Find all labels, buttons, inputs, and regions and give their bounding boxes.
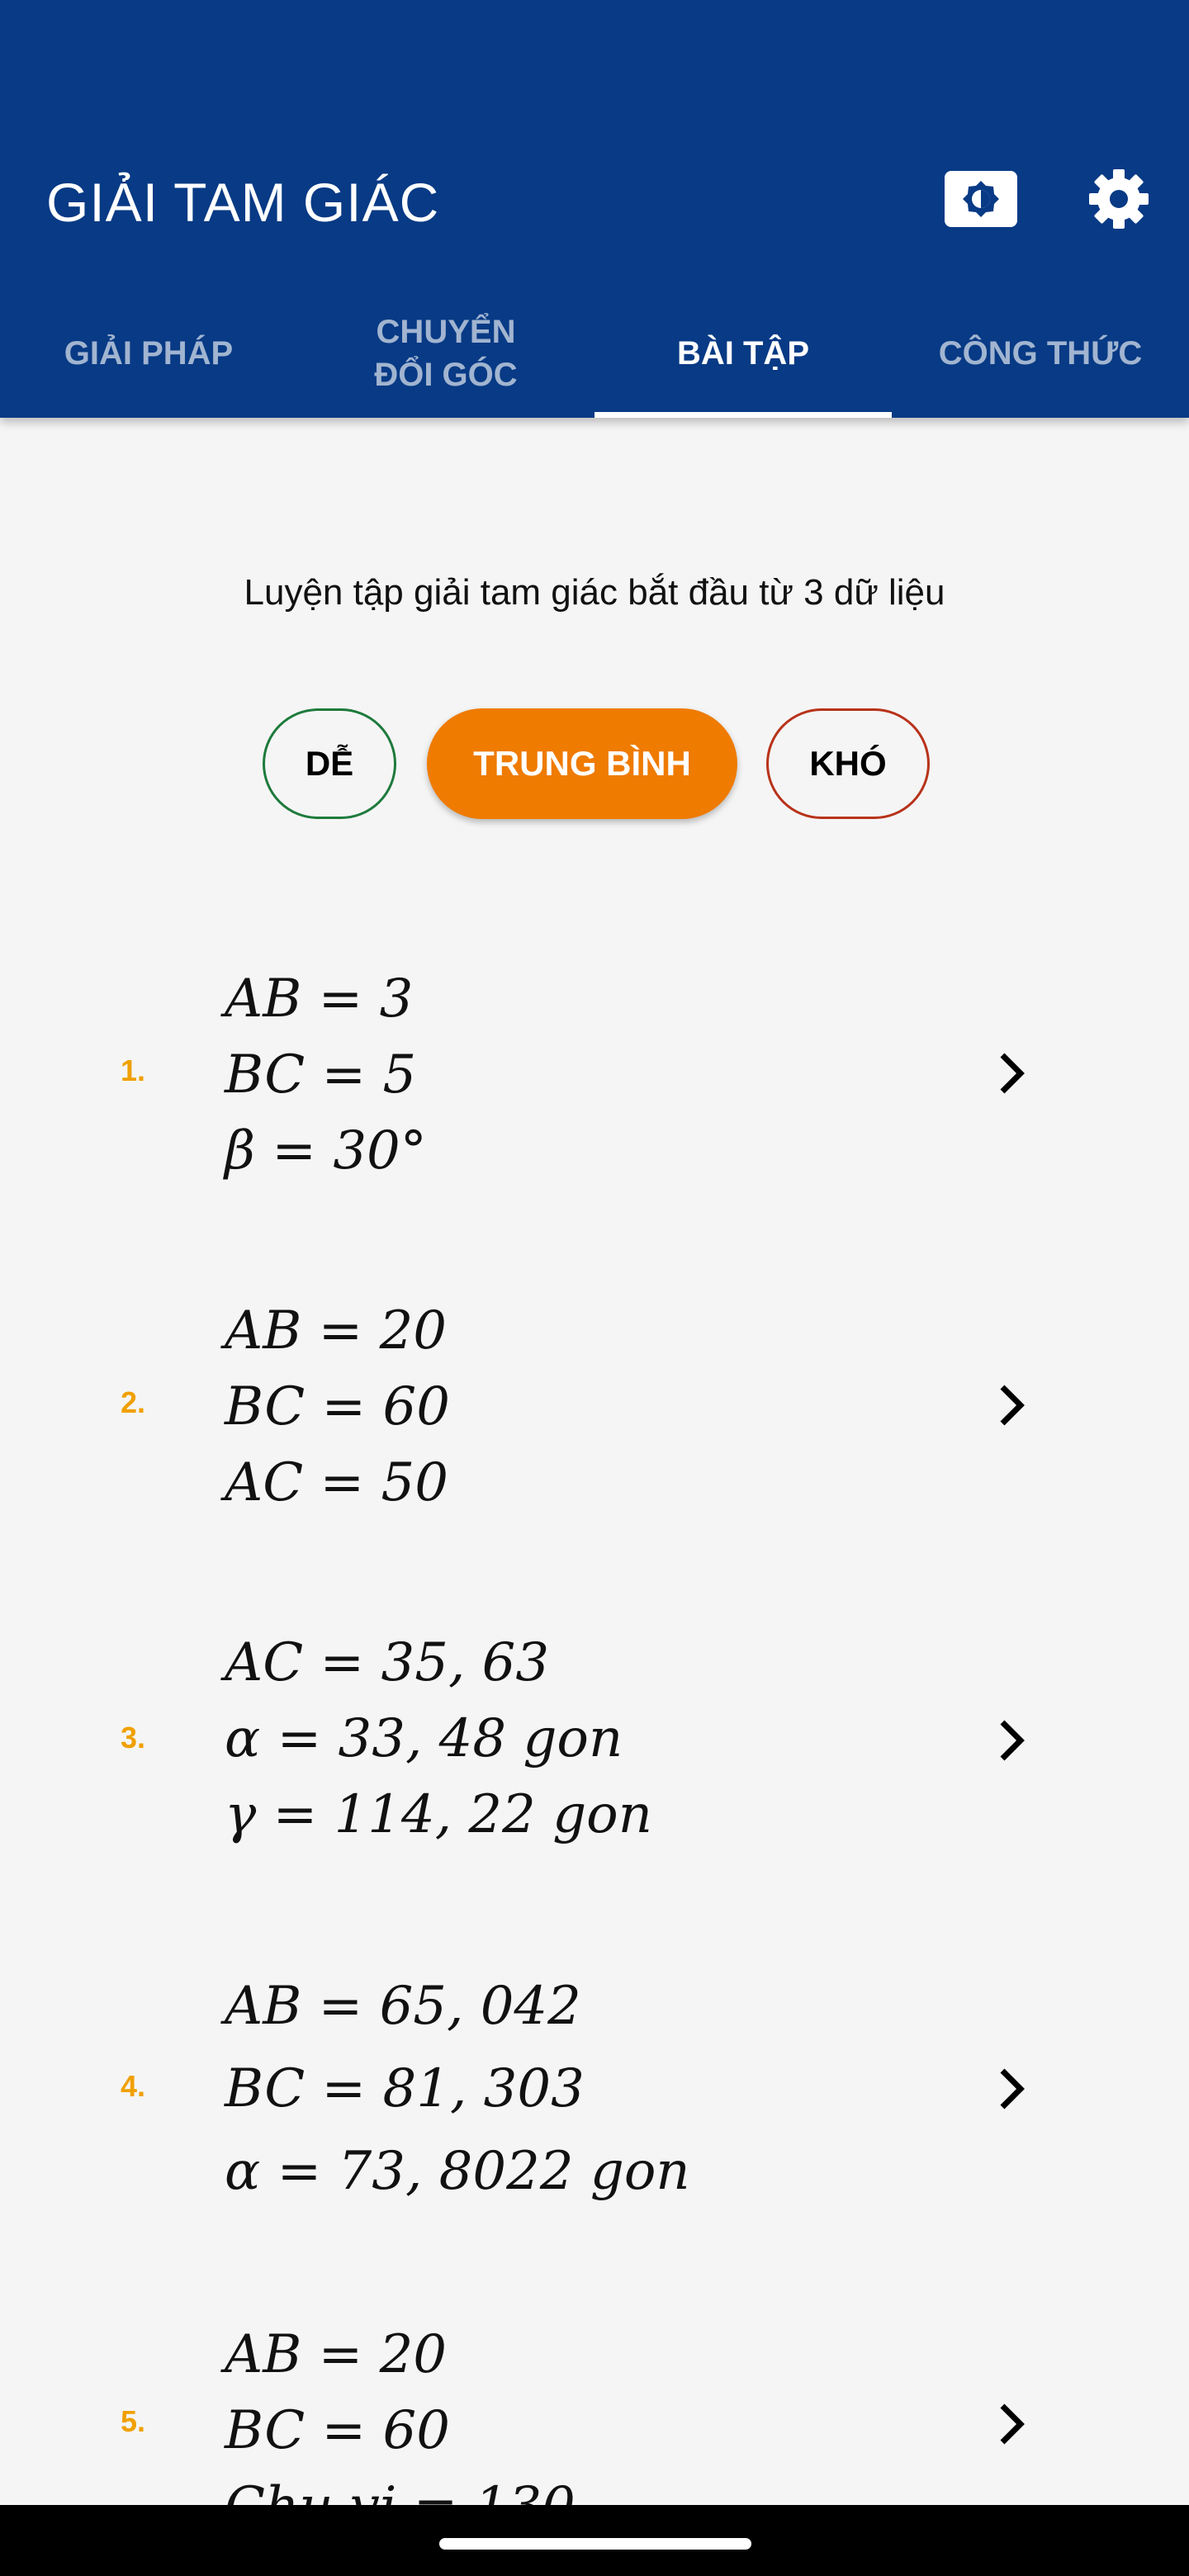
- hard-button[interactable]: KHÓ: [766, 708, 930, 819]
- exercise-item-3[interactable]: [0, 1625, 1189, 1853]
- brightness-button[interactable]: [936, 154, 1026, 244]
- tab-solution-label: GIẢI PHÁP: [64, 335, 234, 372]
- tab-formulas-label: CÔNG THỨC: [938, 335, 1143, 372]
- exercise-formula: [225, 961, 427, 1189]
- home-indicator[interactable]: [439, 2538, 751, 2550]
- formula-line: BC = 5: [225, 1044, 417, 1106]
- app-bar: [0, 0, 1189, 418]
- formula-line: AB = 20: [225, 1300, 447, 1361]
- formula-line: AB = 20: [225, 2324, 447, 2385]
- formula-line: BC = 60: [225, 2400, 450, 2461]
- exercise-item-2[interactable]: [0, 1293, 1189, 1521]
- chevron-right-icon[interactable]: [991, 1716, 1032, 1765]
- formula-line: AC = 35, 63: [225, 1632, 550, 1693]
- exercise-number: 4.: [121, 2069, 146, 2103]
- chevron-right-icon[interactable]: [991, 1380, 1032, 1430]
- exercise-formula: [225, 1965, 690, 2213]
- medium-button[interactable]: TRUNG BÌNH: [427, 708, 737, 819]
- tab-exercises-label: BÀI TẬP: [677, 335, 809, 372]
- brightness-icon: [943, 169, 1019, 229]
- tab-formulas[interactable]: [892, 289, 1189, 418]
- exercise-number: 5.: [121, 2404, 146, 2438]
- tab-solution[interactable]: [0, 289, 297, 418]
- formula-line: α = 33, 48 gon: [225, 1708, 623, 1769]
- gear-icon: [1087, 168, 1150, 230]
- formula-line: AB = 3: [225, 968, 414, 1030]
- tab-angle-conversion-label-line2: ĐỔI GÓC: [374, 357, 518, 393]
- settings-button[interactable]: [1073, 154, 1164, 244]
- exercise-formula: [225, 1293, 450, 1521]
- page-subtitle: Luyện tập giải tam giác bắt đầu từ 3 dữ liệu: [244, 572, 945, 613]
- exercise-number: 3.: [121, 1721, 146, 1754]
- formula-line: BC = 81, 303: [225, 2058, 585, 2119]
- exercise-item-5[interactable]: [0, 2317, 1189, 2505]
- formula-line: AC = 50: [225, 1452, 448, 1513]
- chevron-right-icon[interactable]: [991, 1049, 1032, 1098]
- exercise-item-1[interactable]: [0, 961, 1189, 1184]
- exercise-number: 1.: [121, 1054, 146, 1087]
- chevron-right-icon[interactable]: [991, 2399, 1032, 2449]
- tab-exercises[interactable]: [594, 289, 892, 418]
- easy-button[interactable]: DỄ: [263, 708, 396, 819]
- exercise-number: 2.: [121, 1385, 146, 1419]
- formula-line: α = 73, 8022 gon: [225, 2141, 690, 2202]
- exercise-formula: [225, 1625, 652, 1853]
- chevron-right-icon[interactable]: [991, 2064, 1032, 2114]
- app-title: GIẢI TAM GIÁC: [46, 172, 440, 233]
- formula-line: BC = 60: [225, 1376, 450, 1437]
- formula-line: AB = 65, 042: [225, 1976, 581, 2037]
- formula-line: β = 30°: [225, 1120, 427, 1181]
- tab-angle-conversion[interactable]: [297, 289, 594, 418]
- formula-line: γ = 114, 22 gon: [225, 1784, 652, 1845]
- exercise-item-4[interactable]: [0, 1965, 1189, 2204]
- tab-bar: [0, 289, 1189, 418]
- tab-angle-conversion-label-line1: CHUYỂN: [376, 314, 516, 350]
